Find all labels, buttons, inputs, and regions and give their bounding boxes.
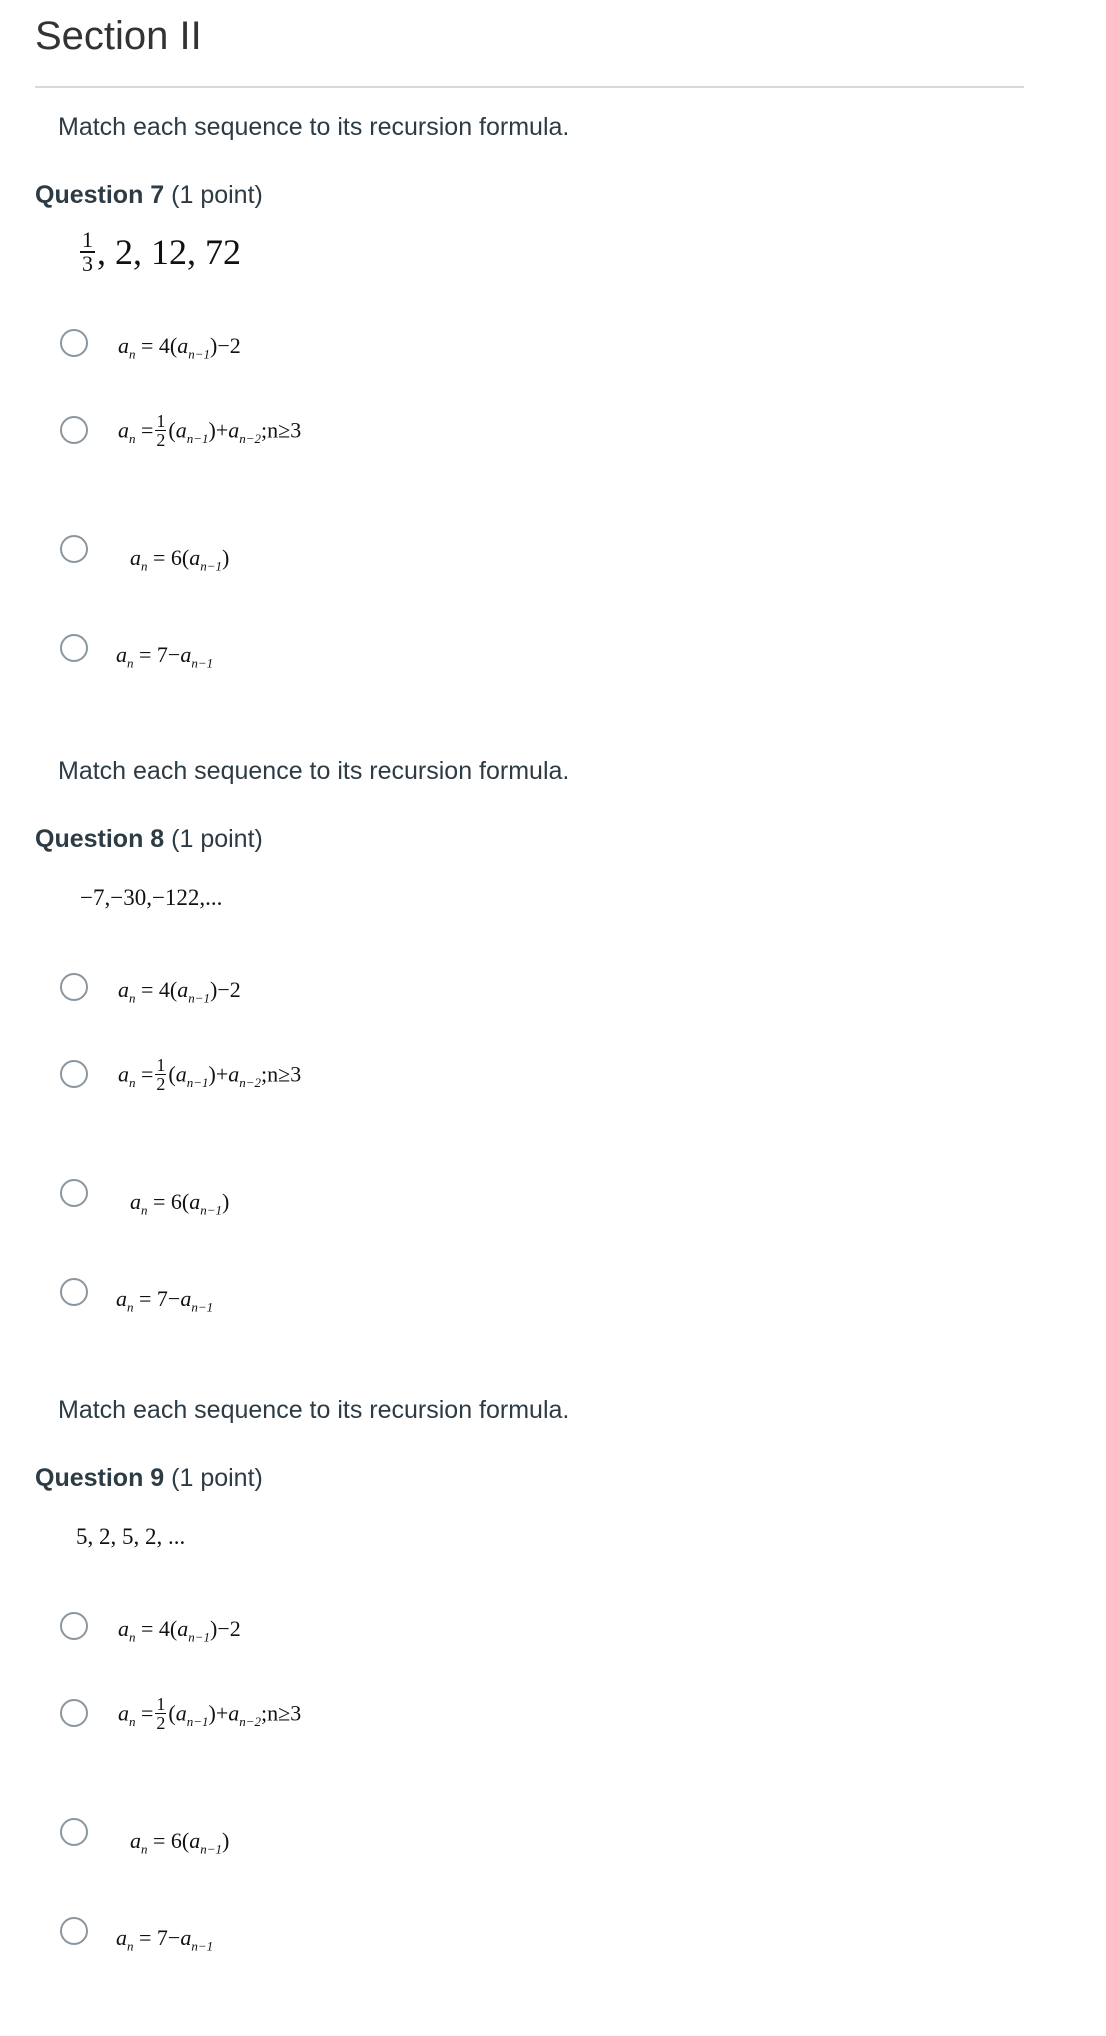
option-2[interactable] <box>60 411 660 476</box>
formula-option: $a_n$ = $\frac{1}{2}$ $(a_{n-1})+a_{n-2};n\ge 3$ <box>118 1055 302 1094</box>
formula-option: $a_n$ = $\frac{1}{2}$ $(a_{n-1})+a_{n-2};n\ge 3$ <box>118 411 302 450</box>
question-points: (1 point) <box>171 1464 263 1492</box>
question-instruction: Match each sequence to its recursion formula. <box>58 1396 570 1424</box>
radio-button[interactable] <box>60 1278 88 1306</box>
option-4[interactable] <box>60 1917 660 1977</box>
option-3[interactable] <box>60 1179 660 1239</box>
question-points: (1 point) <box>171 181 263 209</box>
formula-option: $a_n = 6(a_{n-1})$ <box>130 545 230 574</box>
radio-button[interactable] <box>60 1060 88 1088</box>
radio-button[interactable] <box>60 634 88 662</box>
option-3[interactable] <box>60 1818 660 1878</box>
question-instruction: Match each sequence to its recursion formula. <box>58 113 570 141</box>
formula-option: $a_n$ = $\frac{1}{2}$ $(a_{n-1})+a_{n-2};n\ge 3$ <box>118 1694 302 1733</box>
formula-option: $a_n = 4(a_{n-1})-2$ <box>118 1616 241 1645</box>
formula-option: $a_n = 7-a_{n-1}$ <box>116 1286 214 1315</box>
formula-option: $a_n = 6(a_{n-1})$ <box>130 1828 230 1857</box>
formula-option: $a_n = 7-a_{n-1}$ <box>116 642 214 671</box>
question-sequence: 5, 2, 5, 2, ... <box>76 1524 186 1549</box>
option-1[interactable] <box>60 329 660 389</box>
question-8 <box>0 757 1106 1397</box>
question-title: Question 9 <box>35 1464 165 1492</box>
question-header <box>35 181 263 210</box>
option-2[interactable] <box>60 1055 660 1120</box>
radio-button[interactable] <box>60 1818 88 1846</box>
question-header <box>35 1464 263 1493</box>
section-title: Section II <box>35 14 202 58</box>
sequence-fraction: $\frac{1}{3}$ <box>82 226 93 276</box>
option-1[interactable] <box>60 973 660 1033</box>
radio-button[interactable] <box>60 1917 88 1945</box>
option-3[interactable] <box>60 535 660 595</box>
radio-button[interactable] <box>60 1612 88 1640</box>
option-1[interactable] <box>60 1612 660 1672</box>
question-7 <box>0 113 1106 753</box>
radio-button[interactable] <box>60 329 88 357</box>
radio-button[interactable] <box>60 1179 88 1207</box>
option-2[interactable] <box>60 1694 660 1759</box>
question-header <box>35 825 263 854</box>
formula-option: $a_n = 4(a_{n-1})-2$ <box>118 333 241 362</box>
radio-button[interactable] <box>60 535 88 563</box>
formula-option: $a_n = 7-a_{n-1}$ <box>116 1925 214 1954</box>
radio-button[interactable] <box>60 973 88 1001</box>
question-sequence: $\frac{1}{3}$ , 2, 12, 72 <box>82 226 241 276</box>
question-sequence: −7,−30,−122,... <box>80 885 223 910</box>
question-title: Question 7 <box>35 181 165 209</box>
section-divider <box>35 86 1024 88</box>
radio-button[interactable] <box>60 416 88 444</box>
option-4[interactable] <box>60 634 660 694</box>
question-title: Question 8 <box>35 825 165 853</box>
question-9 <box>0 1396 1106 2036</box>
radio-button[interactable] <box>60 1699 88 1727</box>
formula-option: $a_n = 6(a_{n-1})$ <box>130 1189 230 1218</box>
formula-option: $a_n = 4(a_{n-1})-2$ <box>118 977 241 1006</box>
question-points: (1 point) <box>171 825 263 853</box>
option-4[interactable] <box>60 1278 660 1338</box>
question-instruction: Match each sequence to its recursion formula. <box>58 757 570 785</box>
